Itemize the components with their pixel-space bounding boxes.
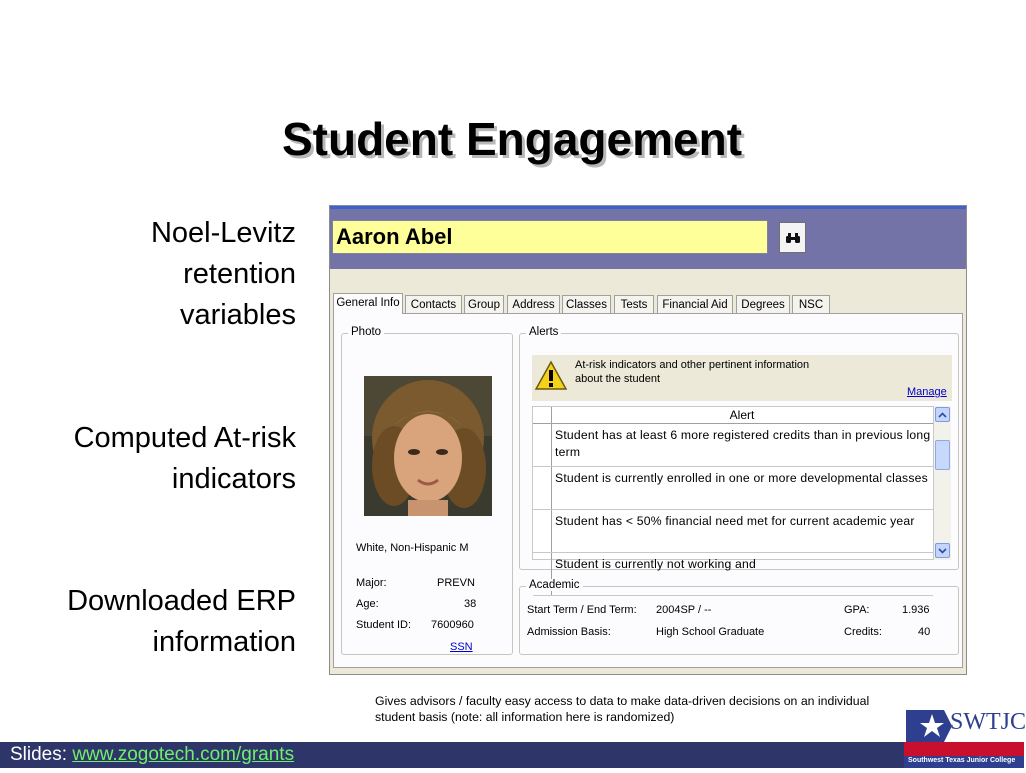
major-label: Major: <box>356 577 387 589</box>
binoculars-icon <box>785 232 801 244</box>
bullet-erp-information <box>0 581 296 663</box>
bullet-retention-variables <box>0 213 296 336</box>
chevron-up-icon <box>938 412 947 418</box>
alert-column-header: Alert <box>729 408 755 422</box>
photo-group <box>341 326 513 655</box>
term-value: 2004SP / -- <box>656 604 712 616</box>
student-photo <box>364 376 492 516</box>
table-row[interactable] <box>533 424 933 467</box>
major-value: PREVN <box>437 577 475 589</box>
alerts-table-header <box>533 407 933 424</box>
tab-nsc[interactable]: NSC <box>792 295 830 313</box>
student-id-label: Student ID: <box>356 619 412 631</box>
row-selector-header <box>533 407 552 423</box>
bullet-line: Downloaded ERP <box>67 585 296 617</box>
bullet-line: Computed At-risk <box>73 422 296 454</box>
alert-text: Student has < 50% financial need met for current academic year <box>555 514 915 528</box>
scroll-thumb[interactable] <box>935 440 950 470</box>
footer-text <box>10 744 294 766</box>
tab-address[interactable]: Address <box>507 295 560 313</box>
manage-alerts-link[interactable]: Manage <box>907 386 947 398</box>
bullet-at-risk-indicators <box>0 418 296 500</box>
find-student-button[interactable] <box>779 222 806 253</box>
alerts-banner-line2: about the student <box>575 373 661 385</box>
credits-label: Credits: <box>844 626 882 638</box>
academic-group <box>519 579 959 655</box>
credits-value: 40 <box>918 626 931 638</box>
general-info-panel <box>333 313 963 668</box>
bullet-line: Noel-Levitz <box>150 217 296 249</box>
ethnicity-gender-text: White, Non-Hispanic M <box>356 542 469 554</box>
student-id-value: 7600960 <box>431 619 474 631</box>
swtjc-logo <box>904 706 1024 768</box>
alerts-scrollbar[interactable] <box>934 406 951 560</box>
row-selector <box>533 467 552 509</box>
age-value: 38 <box>464 598 477 610</box>
row-selector <box>533 424 552 466</box>
bullet-line: indicators <box>171 463 296 495</box>
caption-line: student basis (note: all information here is randomized) <box>375 710 675 724</box>
alert-text: Student is currently enrolled in one or more developmental classes <box>555 471 928 485</box>
alert-text: Student has at least 6 more registered credits than in previous long term <box>555 428 931 459</box>
logo-subtext: Southwest Texas Junior College <box>908 757 1016 764</box>
admission-basis-label: Admission Basis: <box>527 626 611 638</box>
ssn-link[interactable]: SSN <box>450 641 473 653</box>
tab-financial-aid[interactable]: Financial Aid <box>657 295 733 313</box>
scroll-up-button[interactable] <box>935 407 950 422</box>
gpa-label: GPA: <box>844 604 870 616</box>
logo-wordmark: SWTJC <box>950 709 1026 735</box>
slide-title: Student Engagement <box>281 113 743 165</box>
tab-contacts[interactable]: Contacts <box>405 295 462 313</box>
alert-text: Student is currently not working and <box>555 557 756 571</box>
tab-general-info[interactable]: General Info <box>333 293 403 314</box>
footer-label: Slides: <box>10 744 73 765</box>
tab-classes[interactable]: Classes <box>562 295 611 313</box>
tab-tests[interactable]: Tests <box>614 295 654 313</box>
row-selector <box>533 510 552 552</box>
student-app-window <box>329 205 967 675</box>
bullet-line: information <box>152 626 296 658</box>
alerts-info-banner <box>532 355 952 401</box>
bullet-line: retention <box>183 258 296 290</box>
gpa-value: 1.936 <box>902 604 930 616</box>
academic-group-legend: Academic <box>526 579 583 591</box>
age-label: Age: <box>356 598 379 610</box>
alerts-table <box>532 406 934 571</box>
table-row[interactable] <box>533 467 933 510</box>
bullet-line: variables <box>179 299 296 331</box>
alerts-group <box>519 326 959 571</box>
warning-icon <box>535 360 567 392</box>
admission-basis-value: High School Graduate <box>656 626 765 638</box>
photo-group-legend: Photo <box>348 326 384 338</box>
slide-caption <box>375 693 955 725</box>
term-label: Start Term / End Term: <box>527 604 637 616</box>
tab-group[interactable]: Group <box>464 295 504 313</box>
app-header-band <box>330 206 966 269</box>
student-name-field[interactable]: Aaron Abel <box>332 220 768 254</box>
caption-line: Gives advisors / faculty easy access to data to make data-driven decisions on an individual <box>375 694 870 708</box>
footer-link[interactable]: www.zogotech.com/grants <box>72 744 295 765</box>
scroll-down-button[interactable] <box>935 543 950 558</box>
alerts-banner-line1: At-risk indicators and other pertinent information <box>575 359 810 371</box>
chevron-down-icon <box>938 548 947 554</box>
table-row[interactable] <box>533 510 933 553</box>
tab-degrees[interactable]: Degrees <box>736 295 790 313</box>
alerts-group-legend: Alerts <box>526 326 561 338</box>
